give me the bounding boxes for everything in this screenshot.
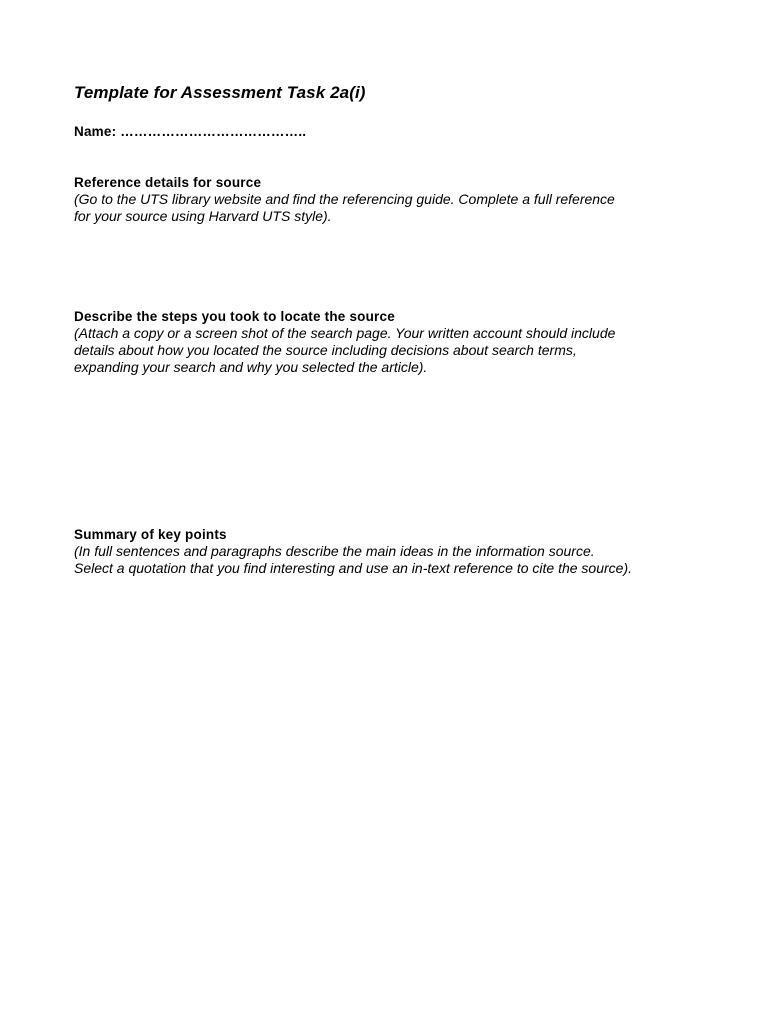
instruction-line: (In full sentences and paragraphs describe the main ideas in the information source. [74,543,595,559]
section-heading: Describe the steps you took to locate the source [74,309,395,324]
instruction-line: Select a quotation that you find interesting and use an in-text reference to cite the source). [74,560,633,576]
section-reference-details [74,174,714,225]
section-instructions [74,543,714,577]
section-summary-key-points [74,526,714,577]
instruction-line: (Attach a copy or a screen shot of the search page. Your written account should include [74,325,616,341]
instruction-line: (Go to the UTS library website and find the referencing guide. Complete a full reference [74,191,615,207]
name-field-line: Name: ………………………………….. [74,124,307,139]
section-heading: Reference details for source [74,175,262,190]
instruction-line: details about how you located the source including decisions about search terms, [74,342,577,358]
section-locate-steps [74,308,714,376]
section-heading: Summary of key points [74,527,227,542]
instruction-line: for your source using Harvard UTS style). [74,208,332,224]
section-instructions [74,191,714,225]
section-instructions [74,325,714,376]
instruction-line: expanding your search and why you selected the article). [74,359,428,375]
document-title: Template for Assessment Task 2a(i) [74,83,366,102]
